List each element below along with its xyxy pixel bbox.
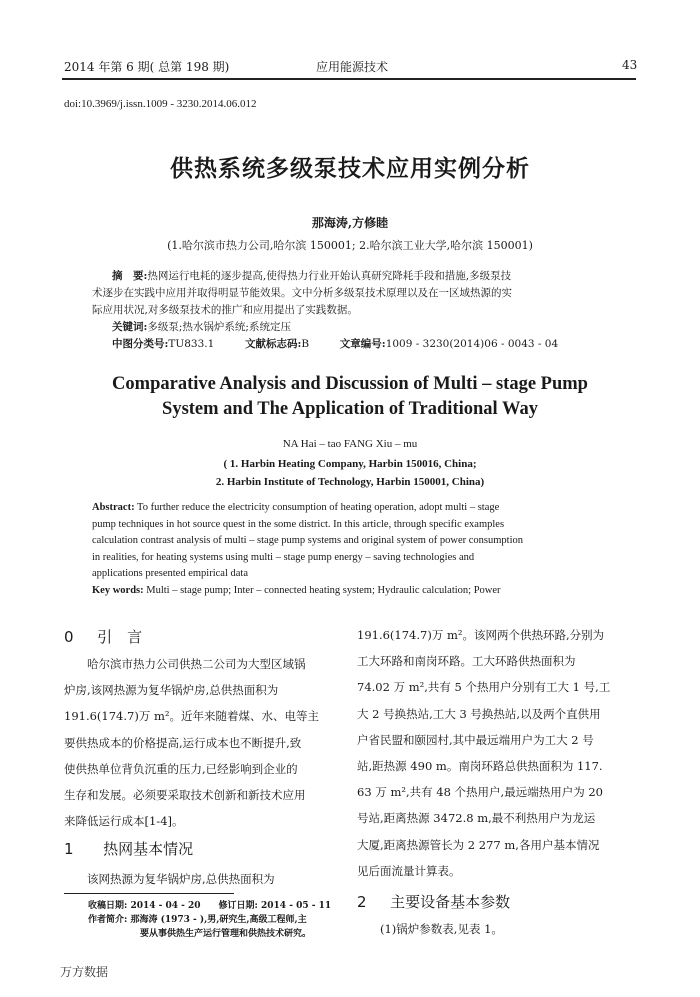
intro-paragraph [64, 651, 340, 834]
article-no: 1009 - 3230(2014)06 - 0043 - 04 [385, 338, 559, 350]
intro-line: 使供热单位背负沉重的压力,已经影响到企业的 [64, 761, 298, 776]
right-paragraph [357, 622, 635, 884]
right-line: 号站,距离热源 3472.8 m,最不利热用户为龙运 [357, 811, 596, 826]
right-line: 工大环路和南岗环路。工大环路供热面积为 [357, 654, 576, 669]
affiliation-en-line: 2. Harbin Institute of Technology, Harbin 150001, China) [215, 476, 485, 488]
intro-line: 哈尔滨市热力公司供热二公司为大型区域锅 [87, 657, 306, 671]
right-line: 63 万 m²,共有 48 个热用户,最远端热用户为 20 [357, 785, 604, 800]
abstract-en-line: calculation contrast analysis of multi – stage pump systems and original system of power consumption [92, 535, 524, 546]
intro-line: 191.6(174.7)万 m²。近年来随着煤、水、电等主 [64, 709, 319, 724]
authors-en: NA Hai – tao FANG Xiu – mu [282, 438, 418, 450]
keywords-en: Multi – stage pump; Inter – connected heating system; Hydraulic calculation; Power [146, 584, 501, 596]
abstract-cn-line: 际应用状况,对多级泵技术的推广和应用提出了实践数据。 [92, 304, 358, 316]
abstract-en-line: To further reduce the electricity consumption of heating operation, adopt multi – stage [137, 502, 500, 513]
section-0-number: 0 [64, 628, 74, 646]
article-no-label: 文章编号: [339, 338, 386, 350]
header-issue: 2014 年第 6 期( 总第 198 期) [64, 60, 230, 74]
doi: doi:10.3969/j.issn.1009 - 3230.2014.06.012 [64, 98, 257, 110]
affiliation-cn: (1.哈尔滨市热力公司,哈尔滨 150001; 2.哈尔滨工业大学,哈尔滨 150001) [167, 239, 533, 252]
abstract-en-line: pump techniques in hot source quest in the some district. In this article, through specific examples [92, 518, 505, 530]
footnote-rule [64, 893, 234, 894]
header-page: 43 [622, 58, 638, 72]
section-1-number: 1 [64, 840, 74, 858]
doc-code-label: 文献标志码: [245, 338, 302, 350]
footnote-line: 作者简介: 那海涛 (1973 - ),男,研究生,高级工程师,主 [88, 915, 307, 925]
section-1-text: 该网热源为复华锅炉房,总供热面积为 [87, 872, 275, 886]
abstract-en-line: applications presented empirical data [92, 568, 248, 579]
abstract-en-label: Abstract: [92, 502, 135, 513]
section-2-text: (1)锅炉参数表,见表 1。 [380, 922, 503, 936]
right-line: 站,距热源 490 m。南岗环路总供热面积为 117. [357, 759, 603, 774]
classification: TU833.1 [168, 338, 215, 350]
footnote-line: 收稿日期: 2014 - 04 - 20 修订日期: 2014 - 05 - 11 [88, 901, 332, 911]
affiliation-en-line: ( 1. Harbin Heating Company, Harbin 150016, China; [223, 458, 477, 470]
keywords-en-label: Key words: [92, 584, 144, 596]
right-line: 大厦,距离热源管长为 2 277 m,各用户基本情况 [357, 837, 600, 852]
section-2-number: 2 [357, 893, 367, 911]
title-en-line: Comparative Analysis and Discussion of Multi – stage Pump [112, 374, 588, 394]
intro-line: 要供热成本的价格提高,运行成本也不断提升,致 [64, 735, 302, 750]
authors-cn: 那海涛,方修睦 [311, 216, 389, 230]
abstract-cn-label: 摘 要: [112, 270, 148, 282]
right-line: 74.02 万 m²,共有 5 个热用户分别有工大 1 号,工 [357, 680, 611, 695]
right-line: 见后面流量计算表。 [357, 863, 461, 878]
abstract-cn [92, 268, 614, 353]
title-cn: 供热系统多级泵技术应用实例分析 [170, 155, 530, 182]
watermark: 万方数据 [60, 965, 109, 979]
header-rule [62, 78, 636, 80]
header-journal: 应用能源技术 [316, 60, 389, 74]
abstract-en-line: in realities, for heating systems using multi – stage pump energy – saving technologies and [92, 551, 475, 563]
keywords-cn-label: 关键词: [112, 321, 148, 333]
section-2-heading [357, 891, 510, 912]
title-en-line: System and The Application of Traditional Way [162, 399, 538, 419]
keywords-cn: 多级泵;热水锅炉系统;系统定压 [147, 321, 291, 333]
abstract-en [92, 500, 604, 599]
right-line: 大 2 号换热站,工大 3 号换热站,以及两个直供用 [357, 706, 601, 721]
doc-code: B [301, 338, 310, 350]
section-1-title: 热网基本情况 [103, 840, 194, 858]
section-0-title: 引 言 [97, 628, 143, 646]
classification-label: 中图分类号: [112, 338, 169, 350]
abstract-cn-line: 热网运行电耗的逐步提高,使得热力行业开始认真研究降耗手段和措施,多级泵技 [147, 270, 512, 282]
footnote [88, 899, 331, 941]
right-line: 户省民盟和颐园村,其中最远端用户为工大 2 号 [357, 732, 594, 747]
intro-line: 炉房,该网热源为复华锅炉房,总供热面积为 [64, 683, 279, 698]
section-2-title: 主要设备基本参数 [390, 893, 511, 911]
abstract-cn-line: 术逐步在实践中应用并取得明显节能效果。文中分析多级泵技术原理以及在一区域热源的实 [92, 287, 512, 299]
footnote-line: 要从事供热生产运行管理和供热技术研究。 [140, 929, 312, 939]
section-1-heading [64, 838, 193, 859]
intro-line: 生存和发展。必须要采取技术创新和新技术应用 [64, 788, 306, 803]
intro-line: 来降低运行成本[1-4]。 [64, 814, 184, 829]
right-line: 191.6(174.7)万 m²。该网两个供热环路,分别为 [357, 628, 605, 642]
title-en [0, 372, 700, 422]
section-0-heading [64, 626, 142, 647]
affiliation-en [0, 455, 700, 491]
